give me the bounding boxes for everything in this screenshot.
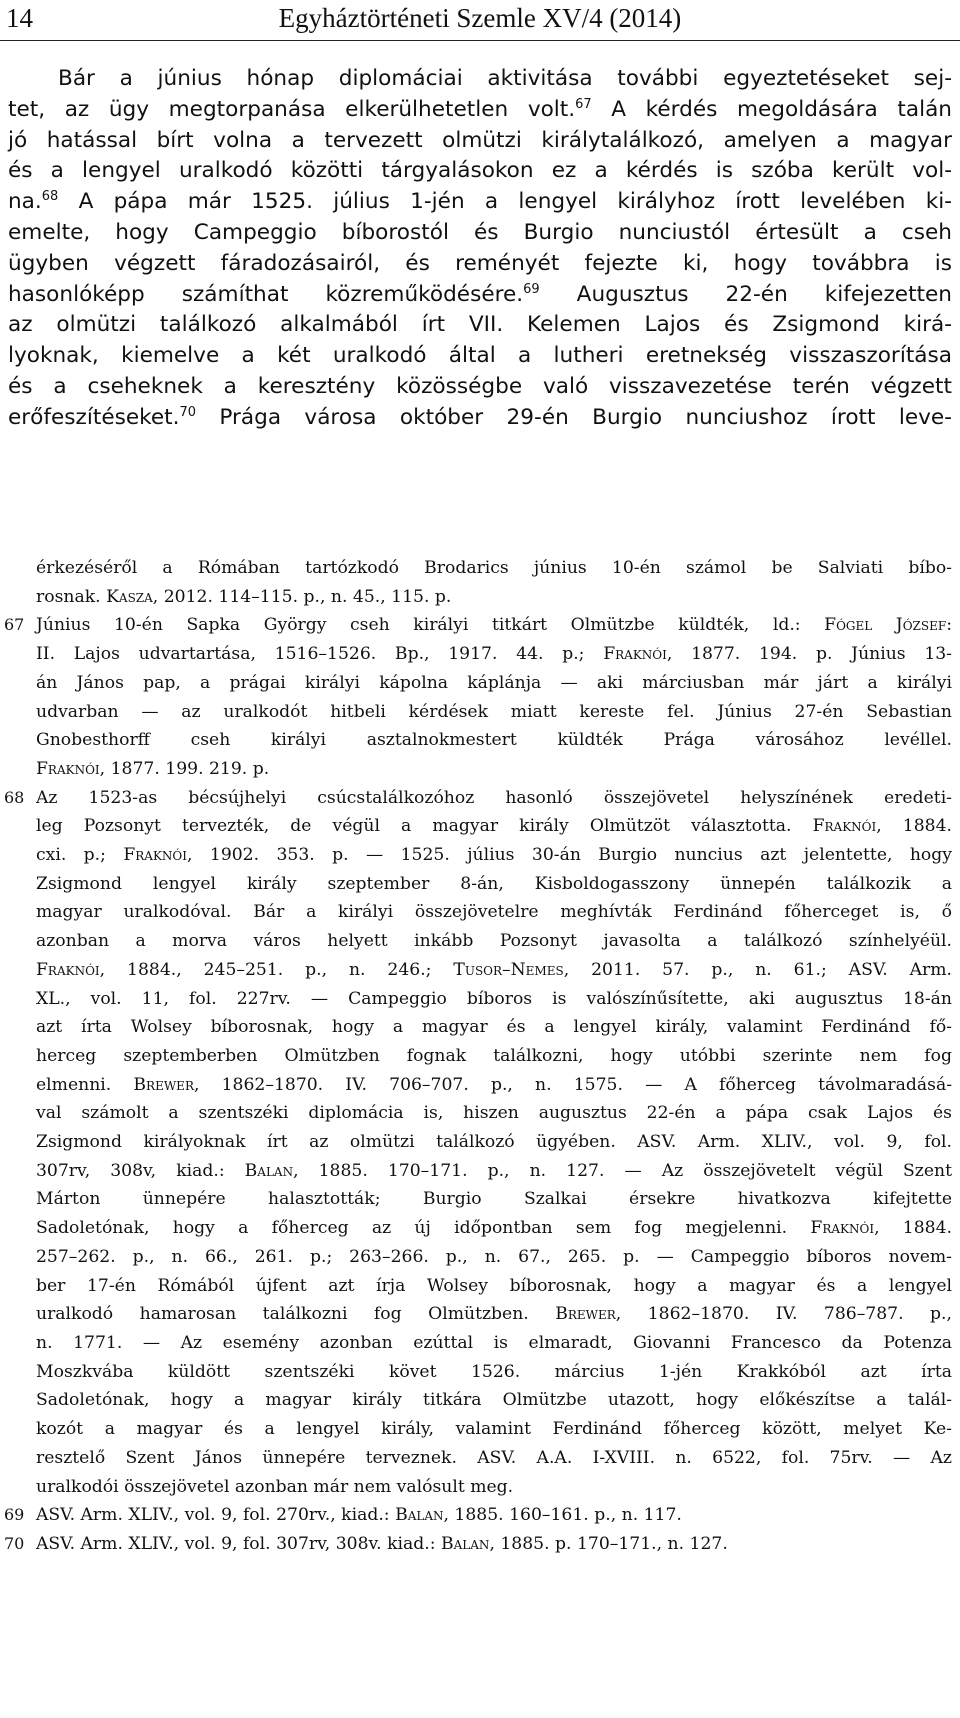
footnote-line: ASV. Arm. XLIV., vol. 9, fol. 307rv, 308v. kiad.: Balan, 1885. p. 170–171., n. 127. bbox=[36, 1533, 728, 1554]
footnote-line: Fraknói, 1877. 199. 219. p. bbox=[36, 758, 270, 779]
footnote-line: uralkodói összejövetel azonban már nem valósult meg. bbox=[36, 1476, 514, 1497]
body-line: hasonlóképp számíthat közreműködésére.$^{69}$ Augusztus 22-én kifejezetten bbox=[8, 281, 952, 307]
footnote-line: leg Pozsonyt tervezték, de végül a magyar király Olmützöt választotta. Fraknói, 1884. bbox=[36, 816, 952, 837]
footnote-line: ber 17-én Rómából újfent azt írja Wolsey bíborosnak, hogy a magyar és a lengyel bbox=[36, 1275, 952, 1296]
running-header bbox=[0, 0, 960, 41]
footnote-line: Sadoletónak, hogy a főherceg az új időpontban sem fog megjelenni. Fraknói, 1884. bbox=[36, 1218, 952, 1239]
footnote-line: 307rv, 308v, kiad.: Balan, 1885. 170–171. p., n. 127. — Az összejövetelt végül Szent bbox=[36, 1160, 953, 1181]
footnote-line: Június 10-én Sapka György cseh királyi titkárt Olmützbe küldték, ld.: Fógel József: bbox=[36, 615, 952, 636]
footnote-ref-67[interactable]: 67 bbox=[575, 96, 592, 112]
footnote-ref-68[interactable]: 68 bbox=[41, 189, 59, 204]
body-line: jó hatással bírt volna a tervezett olmützi királytalálkozó, amelyen a magyar bbox=[8, 127, 952, 153]
footnote-line: án János pap, a prágai királyi kápolna káplánja — aki márciusban már járt a királyi bbox=[36, 672, 952, 693]
body-line: az olmützi találkozó alkalmából írt VII. Kelemen Lajos és Zsigmond kirá- bbox=[8, 312, 952, 338]
body-line: Bár a június hónap diplomáciai aktivitása további egyeztetéseket sej- bbox=[58, 66, 952, 91]
footnote-line: rosnak. Kasza, 2012. 114–115. p., n. 45., 115. p. bbox=[36, 586, 452, 607]
footnote-line: kozót a magyar és a lengyel király, valamint Ferdinánd főherceg között, melyet Ke- bbox=[36, 1419, 952, 1440]
footnote-68 bbox=[4, 784, 953, 1502]
footnote-line: resztelő Szent János ünnepére terveznek. ASV. A.A. I-XVIII. n. 6522, fol. 75rv. — Az bbox=[36, 1447, 952, 1468]
body-line: na.$^{68}$ A pápa már 1525. július 1-jén a lengyel királyhoz írott levelében ki- bbox=[8, 189, 952, 215]
footnotes-section bbox=[4, 554, 953, 1559]
footnote-70 bbox=[4, 1530, 952, 1559]
footnote-line: Zsigmond királyoknak írt az olmützi találkozó ügyében. ASV. Arm. XLIV., vol. 9, fol. bbox=[36, 1132, 952, 1153]
body-line: lyoknak, kiemelve a két uralkodó által a lutheri eretnekség visszaszorítása bbox=[8, 343, 952, 369]
footnote-line: Sadoletónak, hogy a magyar király titkára Olmützbe utazott, hogy előkészítse a talál- bbox=[36, 1390, 952, 1411]
footnote-ref-69[interactable]: 69 bbox=[523, 281, 540, 297]
body-line: emelte, hogy Campeggio bíborostól és Burgio nunciustól értesült a cseh bbox=[8, 219, 952, 245]
footnote-line: val számolt a szentszéki diplomácia is, hiszen augusztus 22-én a pápa csak Lajos és bbox=[36, 1103, 952, 1124]
footnote-line: XL., vol. 11, fol. 227rv. — Campeggio bíboros is valószínűsítette, aki augusztus 18-án bbox=[36, 988, 952, 1009]
body-line: ügyben végzett fáradozásairól, és reményét fejezte ki, hogy továbbra is bbox=[8, 250, 952, 276]
footnote-number: 67 bbox=[4, 615, 25, 635]
footnote-line: cxi. p.; Fraknói, 1902. 353. p. — 1525. július 30-án Burgio nuncius azt jelentette, hogy bbox=[36, 845, 952, 866]
footnote-line: magyar uralkodóval. Bár a királyi összejövetelre meghívták Ferdinánd főherceget is, ő bbox=[36, 902, 952, 923]
footnote-line: 257–262. p., n. 66., 261. p.; 263–266. p., n. 67., 265. p. — Campeggio bíboros novem- bbox=[36, 1246, 952, 1267]
footnote-number: 68 bbox=[4, 787, 25, 807]
footnote-continuation bbox=[8, 554, 952, 611]
body-line: tet, az ügy megtorpanása elkerülhetetlen volt.$^{67}$ A kérdés megoldására talán bbox=[8, 96, 952, 122]
footnote-line: Gnobesthorff cseh királyi asztalnokmestert küldték Prága városához levéllel. bbox=[36, 730, 952, 751]
footnote-line: Moszkvába küldött szentszéki követ 1526. március 1-jén Krakkóból azt írta bbox=[36, 1361, 952, 1382]
footnote-69 bbox=[4, 1501, 952, 1530]
footnote-line: érkezéséről a Rómában tartózkodó Brodarics június 10-én számol be Salviati bíbo- bbox=[36, 558, 952, 578]
body-line: és a lengyel uralkodó közötti tárgyalásokon ez a kérdés is szóba került vol- bbox=[8, 158, 952, 184]
footnote-line: udvarban — az uralkodót hitbeli kérdések miatt kereste fel. Június 27-én Sebastian bbox=[36, 701, 952, 722]
footnote-line: azt írta Wolsey bíborosnak, hogy a magyar és a lengyel király, valamint Ferdinánd fő- bbox=[36, 1017, 952, 1038]
footnote-line: ASV. Arm. XLIV., vol. 9, fol. 270rv., kiad.: Balan, 1885. 160–161. p., n. 117. bbox=[36, 1505, 682, 1526]
footnote-ref-70[interactable]: 70 bbox=[179, 404, 196, 420]
page-number: 14 bbox=[6, 3, 33, 33]
body-line: erőfeszítéseket.$^{70}$ Prága városa október 29-én Burgio nunciushoz írott leve- bbox=[8, 404, 952, 430]
footnote-line: Zsigmond lengyel király szeptember 8-án, Kisboldogasszony ünnepén találkozik a bbox=[36, 873, 952, 894]
footnote-line: II. Lajos udvartartása, 1516–1526. Bp., 1917. 44. p.; Fraknói, 1877. 194. p. Június 13- bbox=[36, 644, 952, 665]
footnote-number: 69 bbox=[4, 1505, 25, 1525]
footnote-line: elmenni. Brewer, 1862–1870. IV. 706–707. p., n. 1575. — A főherceg távolmaradásá- bbox=[36, 1074, 952, 1095]
footnote-67 bbox=[4, 611, 952, 783]
journal-title: Egyháztörténeti Szemle XV/4 (2014) bbox=[278, 3, 682, 33]
footnote-line: n. 1771. — Az esemény azonban ezúttal is elmaradt, Giovanni Francesco da Potenza bbox=[36, 1332, 952, 1353]
main-body-text bbox=[8, 64, 952, 434]
footnote-line: Márton ünnepére halasztották; Burgio Szalkai érsekre hivatkozva kifejtette bbox=[36, 1189, 952, 1210]
footnote-number: 70 bbox=[4, 1533, 25, 1553]
footnote-line: herceg szeptemberben Olmützben fognak találkozni, hogy utóbbi szerinte nem fog bbox=[36, 1045, 952, 1066]
footnote-line: azonban a morva város helyett inkább Pozsonyt javasolta a találkozó színhelyéül. bbox=[36, 931, 952, 952]
body-line: és a cseheknek a keresztény közösségbe való visszavezetése terén végzett bbox=[8, 373, 952, 399]
footnote-line: Fraknói, 1884., 245–251. p., n. 246.; Tusor–Nemes, 2011. 57. p., n. 61.; ASV. Arm. bbox=[36, 959, 953, 980]
footnote-line: Az 1523-as bécsújhelyi csúcstalálkozóhoz hasonló összejövetel helyszínének eredeti- bbox=[36, 787, 952, 808]
footnote-line: uralkodó hamarosan találkozni fog Olmützben. Brewer, 1862–1870. IV. 786–787. p., bbox=[36, 1304, 952, 1325]
